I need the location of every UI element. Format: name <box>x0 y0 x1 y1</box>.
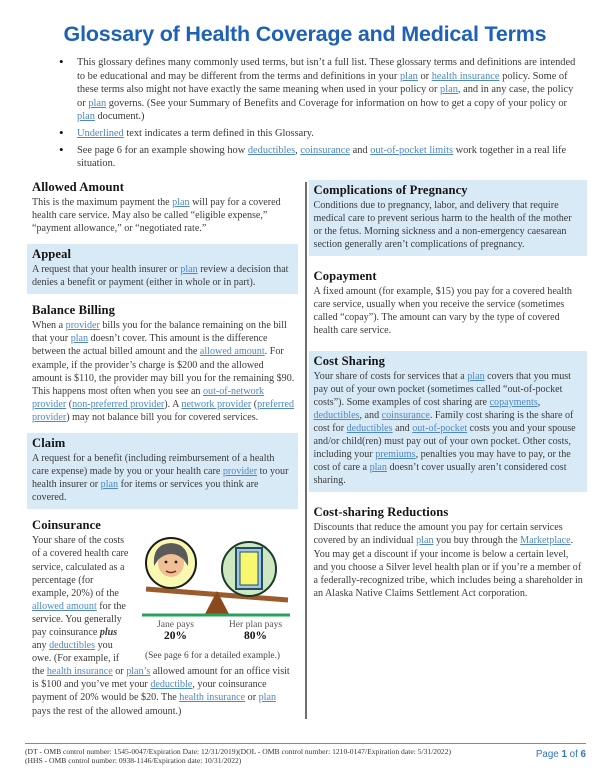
two-column-layout <box>32 180 585 727</box>
section-body <box>314 285 586 337</box>
term-link[interactable]: deductibles <box>247 144 296 156</box>
text-segment: or <box>112 666 127 678</box>
term-link[interactable]: plan <box>100 479 119 491</box>
intro-bullet <box>55 127 579 141</box>
section-heading: Claim <box>32 435 66 450</box>
term-link[interactable]: plan <box>467 370 485 382</box>
omb-line-2: (HHS - OMB control number: 0938-1146/Expiration date: 10/31/2022) <box>25 756 242 766</box>
page-number <box>536 749 586 760</box>
term-link[interactable]: plan’s <box>126 666 151 678</box>
text-segment: allowed amount for an office visit is $100 and you’ve met your <box>32 666 290 691</box>
term-link[interactable]: Marketplace <box>520 535 571 547</box>
term-link[interactable]: plan <box>88 97 107 109</box>
section-coinsurance <box>32 518 296 717</box>
text-segment: ( <box>251 398 258 410</box>
omb-control-numbers <box>25 747 451 766</box>
text-segment: , your coinsurance payment of 20% would be $20. The <box>32 679 267 704</box>
section-body <box>314 199 583 251</box>
page-footer <box>25 743 586 766</box>
section-body <box>32 319 296 424</box>
section-heading: Cost Sharing <box>313 353 386 368</box>
section-heading: Coinsurance <box>32 518 101 533</box>
text-segment: to your health insurer or <box>32 466 289 491</box>
section-cost-sharing-reductions <box>314 505 586 600</box>
section-allowed-amount <box>32 180 296 235</box>
section-heading: Balance Billing <box>32 303 116 318</box>
text-segment: . You may get a discount if your income is below a certain level, and you choose a Silver level health plan or if you’re a member of a federally-recognized tribe, which includes being a shareholder in an Alaska Native Claims Settlement Act corporation. <box>313 535 583 599</box>
column-divider <box>305 182 307 719</box>
coinsurance-seesaw-figure <box>136 536 296 663</box>
text-segment: policy. Some of these terms also might not have exactly the same meaning when used in your policy or <box>77 70 568 96</box>
term-link[interactable]: allowed amount <box>199 346 265 358</box>
text-segment: of <box>566 748 581 760</box>
jane-pays-value: 20% <box>164 630 188 643</box>
section-appeal <box>27 244 298 294</box>
text-segment: text indicates a term defined in this Glossary. <box>123 127 314 139</box>
section-copayment <box>314 269 586 337</box>
term-link[interactable]: plan <box>440 84 458 96</box>
term-link[interactable]: out-of-pocket <box>412 422 468 434</box>
text-segment: will pay for a covered health care service. May also be called “eligible expense,” “payment allowance,” or “negotiated rate.” <box>32 196 281 234</box>
text-segment: Page <box>535 748 562 760</box>
text-segment: or <box>245 692 259 704</box>
figure-labels <box>136 619 296 643</box>
term-link[interactable]: deductibles <box>313 409 360 421</box>
section-balance-billing <box>32 303 296 424</box>
term-link[interactable]: copayments <box>489 396 538 408</box>
text-segment: governs. (See your Summary of Benefits and Coverage for information on how to get a copy of your policy or <box>106 97 567 109</box>
text-segment: document.) <box>94 111 145 123</box>
jane-pays-label: Jane pays <box>157 619 195 631</box>
text-segment: Your share of costs for services that a <box>313 370 468 382</box>
term-link[interactable]: deductibles <box>346 422 393 434</box>
plan-pays-label-group <box>216 619 296 643</box>
text-segment: bills you for the balance remaining on the bill that your <box>32 320 287 345</box>
term-link[interactable]: plan <box>70 333 89 345</box>
text-segment: doesn’t cover. This amount is the difference between the actual billed amount and the <box>32 333 268 358</box>
section-body <box>32 452 293 504</box>
right-column <box>314 180 586 727</box>
text-segment: or <box>417 70 432 82</box>
term-link[interactable]: preferred provider <box>32 398 295 423</box>
text-segment: and <box>392 422 413 434</box>
text-segment: for the service. You generally pay coinsurance <box>32 600 126 638</box>
section-body <box>32 263 293 289</box>
text-segment: A request for a benefit (including reimbursement of a health care expense) made by you or your health care <box>32 452 275 478</box>
term-link[interactable]: non-preferred provider <box>72 398 165 410</box>
section-body <box>314 521 586 600</box>
text-segment: When a <box>32 320 66 332</box>
text-segment: This glossary defines many commonly used terms, but isn’t a full list. These glossary terms and definitions are intended to be educational and may be different from the terms and definitions in your <box>77 57 576 82</box>
text-segment: . For example, if the provider’s charge is $200 and the allowed amount is $110, the provider may bill you for the remaining $90. This happens most often when you see an <box>32 346 295 397</box>
text-segment: , penalties you may have to pay, or the cost of care a <box>313 449 571 474</box>
text-segment: , <box>295 144 301 156</box>
text-segment: Discounts that reduce the amount you pay for certain services covered by an individual <box>313 522 563 547</box>
section-body <box>32 534 296 717</box>
text-segment: This is the maximum payment the <box>32 196 173 208</box>
term-link[interactable]: provider <box>222 466 258 478</box>
term-link[interactable]: out-of-pocket limits <box>370 144 454 156</box>
term-link[interactable]: plan <box>416 535 434 547</box>
section-claim <box>27 433 298 509</box>
term-link[interactable]: health insurance <box>179 692 246 704</box>
text-segment: ). A <box>164 398 182 410</box>
section-cost-sharing <box>309 351 588 493</box>
term-link[interactable]: deductibles <box>49 640 96 652</box>
text-segment: pays the rest of the allowed amount.) <box>32 705 182 717</box>
section-heading: Copayment <box>313 269 377 284</box>
section-body <box>314 370 583 488</box>
term-link[interactable]: coinsurance <box>300 144 350 156</box>
text-segment: plus <box>99 627 118 638</box>
term-link[interactable]: health insurance <box>431 70 500 82</box>
intro-bullet-list <box>55 56 579 171</box>
term-link[interactable]: health insurance <box>46 666 113 678</box>
text-segment: work together in a real life situation. <box>77 144 567 170</box>
plan-card-icon <box>222 542 276 596</box>
seesaw-graphic <box>140 536 292 618</box>
text-segment: 1 <box>561 748 567 760</box>
term-link[interactable]: out-of-network provider <box>32 385 265 410</box>
term-link[interactable]: plan <box>399 70 418 82</box>
omb-line-1: (DT - OMB control number: 1545-0047/Expiration Date: 12/31/2019)(DOL - OMB control number: 1210-0147/Expiration date: 5/31/2022) <box>25 746 452 756</box>
term-link[interactable]: plan <box>77 111 95 123</box>
text-segment: 6 <box>580 748 586 760</box>
term-link[interactable]: network provider <box>181 398 252 410</box>
text-segment: Your share of the costs of a covered health care service, calculated as a percentage (for example, 20%) of the <box>32 535 129 599</box>
text-segment: and <box>349 144 371 156</box>
term-link[interactable]: coinsurance <box>381 409 430 421</box>
section-heading: Allowed Amount <box>32 179 125 194</box>
term-link[interactable]: allowed amount <box>32 600 97 612</box>
term-link[interactable]: provider <box>65 320 100 332</box>
text-segment: Conditions due to pregnancy, labor, and delivery that require medical care to prevent serious harm to the health of the mother or the fetus. Morning sickness and a non-emergency caesarean section generally aren’t complications of pregnancy. <box>313 199 572 251</box>
section-complications-of-pregnancy <box>309 180 588 256</box>
text-segment: See page 6 for an example showing how <box>77 144 248 156</box>
intro-bullet <box>55 144 579 171</box>
figure-caption: (See page 6 for a detailed example.) <box>144 651 281 662</box>
text-segment: A fixed amount (for example, $15) you pay for a covered health care service, usually when you receive the service (sometimes called “copay”). The amount can vary by the type of covered health care service. <box>313 286 572 337</box>
text-segment: review a decision that denies a benefit or payment (either in whole or in part). <box>32 264 289 289</box>
text-segment: any <box>32 640 50 652</box>
text-segment: ) may not balance bill you for covered services. <box>66 411 259 423</box>
term-link[interactable]: premiums <box>375 449 416 461</box>
text-segment: , and <box>359 409 382 421</box>
section-heading: Cost-sharing Reductions <box>313 505 449 520</box>
text-segment: you owe. (For example, if the <box>32 640 120 678</box>
term-link[interactable]: Underlined <box>77 127 124 139</box>
term-link[interactable]: plan <box>172 196 190 208</box>
intro-bullet <box>55 56 579 124</box>
text-segment: , and in any case, the policy or <box>77 84 574 109</box>
term-link[interactable]: plan <box>258 692 277 704</box>
text-segment: for items or services you think are covered. <box>32 479 259 504</box>
text-segment: . Family cost sharing is the share of cost for <box>313 409 574 434</box>
text-segment: costs you and your spouse and/or child(ren) must pay out of your own pocket. Other costs, including your <box>313 422 576 461</box>
text-segment: you buy through the <box>433 535 521 547</box>
section-heading: Appeal <box>32 247 72 262</box>
plan-pays-label: Her plan pays <box>228 619 283 631</box>
term-link[interactable]: deductible <box>150 679 193 691</box>
term-link[interactable]: plan <box>369 462 387 474</box>
left-column <box>32 180 296 727</box>
text-segment: covers that you must pay out of your own pocket (sometimes called “out-of-pocket costs”). Some examples of cost sharing are <box>313 370 571 408</box>
section-body <box>32 196 296 235</box>
text-segment: ( <box>66 398 73 410</box>
text-segment: , <box>537 396 541 408</box>
jane-pays-label-group <box>136 619 216 643</box>
jane-avatar-icon <box>146 538 196 588</box>
plan-pays-value: 80% <box>244 630 268 643</box>
text-segment: doesn’t cover usually aren’t considered cost sharing. <box>313 462 567 487</box>
term-link[interactable]: plan <box>180 264 198 276</box>
section-heading: Complications of Pregnancy <box>313 182 468 197</box>
page-title: Glossary of Health Coverage and Medical Terms <box>63 22 547 46</box>
text-segment: A request that your health insurer or <box>32 264 181 276</box>
